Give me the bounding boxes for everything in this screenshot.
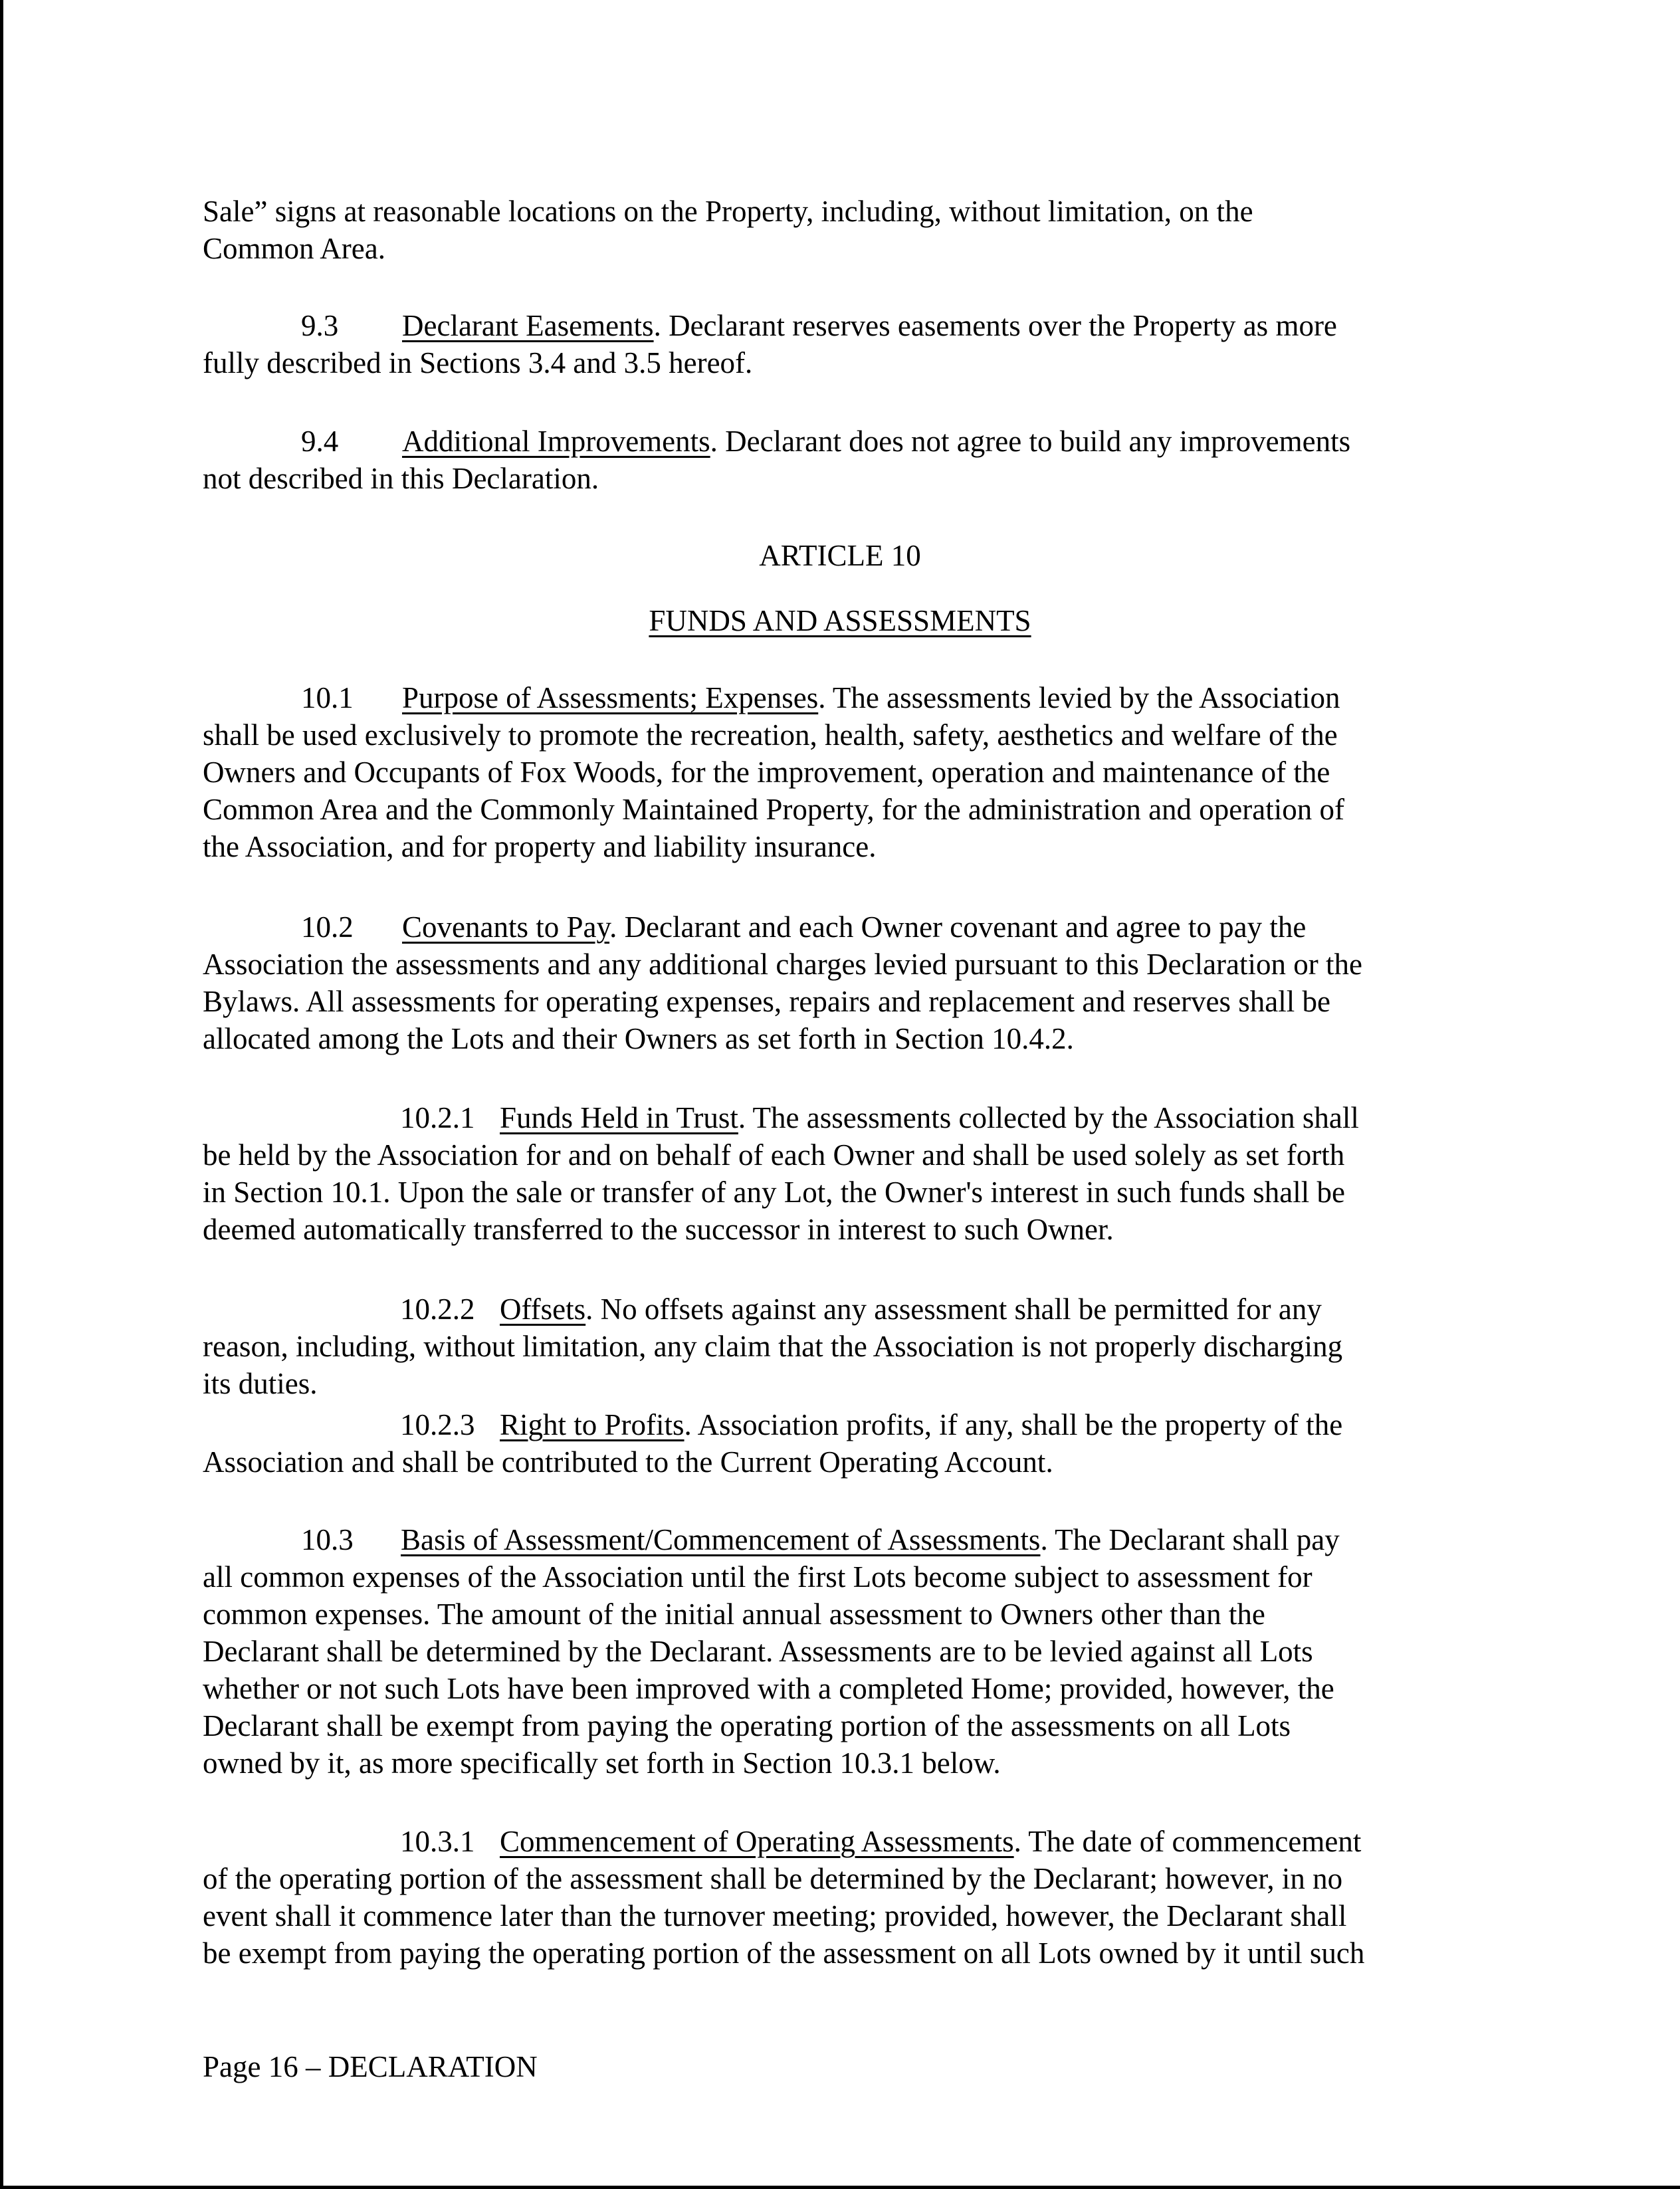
text-line: be exempt from paying the operating portion of the assessment on all Lots owned by it until such	[203, 1936, 1365, 1970]
text-line: Bylaws. All assessments for operating expenses, repairs and replacement and reserves shall be	[203, 985, 1330, 1018]
section-first-line	[400, 1406, 1342, 1443]
text-line: Association and shall be contributed to the Current Operating Account.	[203, 1445, 1053, 1479]
section-text: . No offsets against any assessment shall be permitted for any	[585, 1293, 1322, 1326]
text-line: allocated among the Lots and their Owners as set forth in Section 10.4.2.	[203, 1022, 1074, 1055]
text-line: whether or not such Lots have been improved with a completed Home; provided, however, the	[203, 1672, 1334, 1705]
section-text: . The date of commencement	[1013, 1825, 1362, 1858]
text-line: shall be used exclusively to promote the recreation, health, safety, aesthetics and welfare of the	[203, 718, 1338, 752]
section-first-line	[301, 1521, 1340, 1558]
text-line: Sale” signs at reasonable locations on the Property, including, without limitation, on the	[203, 195, 1253, 228]
section-text: . Association profits, if any, shall be the property of the	[684, 1408, 1343, 1441]
text-line: Common Area.	[203, 232, 385, 265]
section-first-line	[400, 1823, 1361, 1860]
text-line: Common Area and the Commonly Maintained Property, for the administration and operation of	[203, 793, 1344, 826]
article-subtitle: FUNDS AND ASSESSMENTS	[649, 604, 1031, 637]
text-line: reason, including, without limitation, any claim that the Association is not properly discharging	[203, 1330, 1343, 1363]
section-heading: Offsets	[500, 1293, 586, 1326]
section-text: . The assessments collected by the Association shall	[738, 1101, 1359, 1134]
section-number: 9.3	[301, 309, 339, 342]
section-number: 10.2	[301, 910, 354, 944]
text-line: owned by it, as more specifically set forth in Section 10.3.1 below.	[203, 1746, 1001, 1780]
section-heading: Purpose of Assessments; Expenses	[402, 681, 819, 714]
section-first-line	[400, 1291, 1322, 1328]
section-heading: Additional Improvements	[402, 425, 710, 458]
section-number: 10.2.1	[400, 1101, 475, 1134]
section-heading: Basis of Assessment/Commencement of Assessments	[401, 1523, 1041, 1556]
section-first-line	[301, 423, 1350, 460]
text-line: deemed automatically transferred to the successor in interest to such Owner.	[203, 1213, 1114, 1246]
text-line: event shall it commence later than the turnover meeting; provided, however, the Declarant shall	[203, 1899, 1347, 1932]
section-heading: Right to Profits	[500, 1408, 684, 1441]
section-number: 10.3	[301, 1523, 354, 1556]
article-title: ARTICLE 10	[759, 539, 921, 572]
page-footer: Page 16 – DECLARATION	[203, 2050, 538, 2083]
section-first-line	[301, 307, 1337, 344]
text-line: the Association, and for property and liability insurance.	[203, 830, 877, 863]
section-number: 10.3.1	[400, 1825, 475, 1858]
text-line: Owners and Occupants of Fox Woods, for the improvement, operation and maintenance of the	[203, 756, 1330, 789]
text-line: its duties.	[203, 1367, 318, 1400]
left-scan-border	[0, 0, 3, 2189]
section-number: 10.2.2	[400, 1293, 475, 1326]
section-first-line	[400, 1099, 1359, 1136]
text-line: Association the assessments and any additional charges levied pursuant to this Declaration or the	[203, 948, 1362, 981]
text-line: all common expenses of the Association until the first Lots become subject to assessment for	[203, 1560, 1312, 1594]
section-heading: Declarant Easements	[402, 309, 654, 342]
text-line: Declarant shall be exempt from paying the operating portion of the assessments on all Lots	[203, 1709, 1291, 1742]
text-line: Declarant shall be determined by the Declarant. Assessments are to be levied against all Lots	[203, 1635, 1313, 1668]
bottom-scan-border	[0, 2186, 1680, 2189]
text-line: not described in this Declaration.	[203, 462, 599, 495]
section-text: . Declarant and each Owner covenant and agree to pay the	[609, 910, 1307, 944]
section-number: 10.1	[301, 681, 354, 714]
section-heading: Funds Held in Trust	[500, 1101, 738, 1134]
section-text: . Declarant reserves easements over the Property as more	[653, 309, 1337, 342]
section-heading: Commencement of Operating Assessments	[500, 1825, 1014, 1858]
text-line: of the operating portion of the assessment shall be determined by the Declarant; however, in no	[203, 1862, 1343, 1895]
text-line: in Section 10.1. Upon the sale or transfer of any Lot, the Owner's interest in such funds shall be	[203, 1176, 1345, 1209]
section-number: 10.2.3	[400, 1408, 475, 1441]
section-text: . The Declarant shall pay	[1040, 1523, 1340, 1556]
text-line: common expenses. The amount of the initial annual assessment to Owners other than the	[203, 1598, 1265, 1631]
section-heading: Covenants to Pay	[402, 910, 610, 944]
section-text: . Declarant does not agree to build any improvements	[710, 425, 1351, 458]
text-line: be held by the Association for and on behalf of each Owner and shall be used solely as set forth	[203, 1138, 1345, 1172]
section-first-line	[301, 908, 1306, 946]
section-number: 9.4	[301, 425, 339, 458]
section-first-line	[301, 679, 1340, 716]
section-text: . The assessments levied by the Association	[818, 681, 1340, 714]
text-line: fully described in Sections 3.4 and 3.5 hereof.	[203, 346, 753, 379]
